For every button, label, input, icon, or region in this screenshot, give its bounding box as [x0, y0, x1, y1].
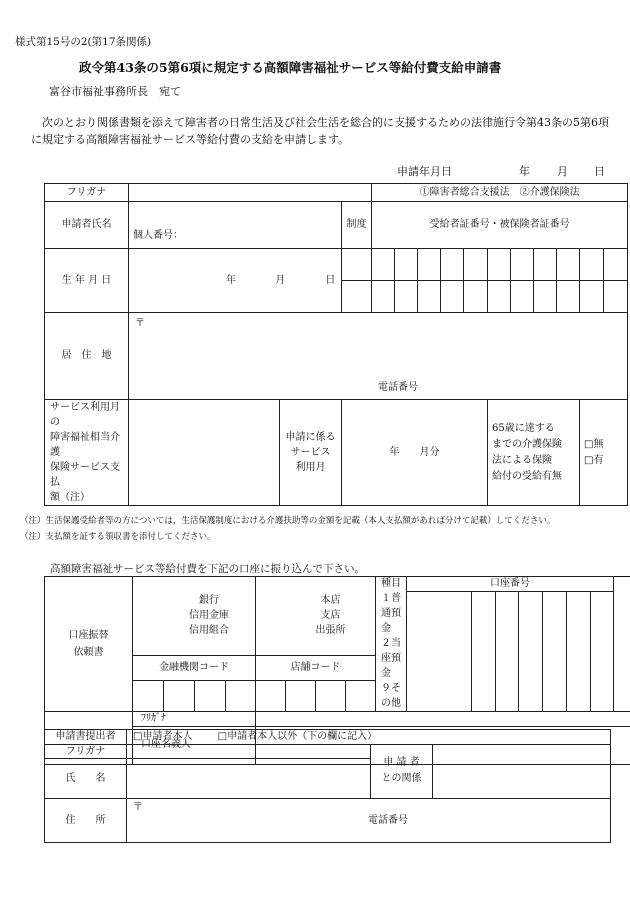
digit-box[interactable] — [441, 249, 464, 281]
date-month: 月 — [557, 165, 568, 178]
relation-label: 申 請 者 との関係 — [371, 744, 433, 799]
digit-box[interactable] — [488, 281, 511, 313]
care-insurance-question: 65歳に達する までの介護保険 法による保険 給付の受給有無 — [488, 400, 580, 506]
postal-mark: 〒 — [135, 318, 145, 329]
birth-year: 年 — [226, 274, 236, 286]
birth-label: 生 年 月 日 — [45, 249, 129, 313]
digit-box[interactable] — [580, 281, 604, 313]
institution-types: 銀行 信用金庫 信用組合 — [133, 577, 256, 656]
usage-month-field[interactable]: 年 月分 — [342, 400, 488, 506]
branch-code-digit[interactable] — [346, 681, 376, 712]
note-1: （注）生活保護受給者等の方については，生活保護制度における介護扶助等の金額を記載（本人支払額があれば分けて記載）してください。 — [20, 516, 556, 526]
holder-furigana-field[interactable] — [256, 712, 630, 727]
digit-box[interactable] — [464, 249, 488, 281]
birth-field[interactable] — [129, 249, 342, 313]
digit-box[interactable] — [557, 249, 580, 281]
checkbox-yes[interactable]: □有 — [584, 454, 604, 466]
digit-box[interactable] — [534, 249, 557, 281]
submitter-label: 申請書提出者 — [45, 730, 127, 745]
holder-furigana-label: ﾌﾘｶﾞﾅ — [133, 712, 256, 727]
account-number-label: 口座番号 — [407, 577, 614, 592]
date-year: 年 — [519, 165, 530, 178]
applicant-name-field[interactable] — [129, 202, 342, 249]
furigana-label: フリガナ — [45, 184, 129, 202]
submitter-name-label: 氏 名 — [45, 759, 127, 799]
digit-box[interactable] — [372, 281, 395, 313]
addressee: 富谷市福祉事務所長 宛て — [49, 85, 181, 98]
account-digit[interactable] — [496, 591, 519, 712]
care-amount-field[interactable] — [129, 400, 280, 506]
checkbox-no[interactable]: □無 — [584, 438, 604, 450]
institution-code-digit[interactable] — [195, 681, 226, 712]
bank-lead: 高額障害福祉サービス等給付費を下記の口座に振り込んで下さい。 — [50, 563, 365, 575]
digit-box[interactable] — [604, 249, 628, 281]
digit-box[interactable] — [557, 281, 580, 313]
personal-number-label: 個人番号： — [133, 229, 183, 241]
institution-code-digit[interactable] — [133, 681, 164, 712]
digit-box[interactable] — [511, 281, 534, 313]
furigana-field[interactable] — [129, 184, 372, 202]
digit-box[interactable] — [488, 249, 511, 281]
account-holder-label: 口座名義人 — [133, 726, 256, 764]
phone-label: 電話番号 — [378, 382, 418, 393]
branch-code-label: 店舗コード — [256, 655, 376, 680]
address-label: 居 住 地 — [45, 313, 129, 400]
applicant-table — [44, 183, 628, 506]
institution-code-digit[interactable] — [164, 681, 195, 712]
digit-box[interactable] — [534, 281, 557, 313]
account-kind-options[interactable]: １普通預金 ２当座預金 ９その他 — [376, 591, 407, 712]
note-2: （注）支払額を証する領収書を添付してください。 — [20, 532, 216, 542]
account-digit[interactable] — [567, 591, 591, 712]
digit-box[interactable] — [418, 281, 441, 313]
birth-day: 日 — [325, 274, 336, 286]
submitter-furigana-field[interactable] — [127, 744, 371, 759]
account-kind-label: 種目 — [376, 577, 407, 592]
digit-box[interactable] — [395, 249, 418, 281]
branch-code-digit[interactable] — [286, 681, 316, 712]
digit-box[interactable] — [580, 249, 604, 281]
date-label: 申請年月日 — [397, 165, 452, 178]
submitter-phone-label: 電話番号 — [368, 815, 408, 826]
institution-code-digit[interactable] — [226, 681, 256, 712]
seido-box[interactable] — [342, 249, 372, 281]
account-digit[interactable] — [591, 591, 614, 712]
submitter-name-field[interactable] — [127, 759, 371, 799]
checkbox-other[interactable]: □申請者本人以外（下の欄に記入） — [217, 731, 378, 742]
submitter-furigana-label: フリガナ — [45, 744, 127, 759]
digit-box[interactable] — [464, 281, 488, 313]
care-insurance-choice[interactable] — [580, 400, 628, 506]
digit-box[interactable] — [604, 281, 628, 313]
digit-box[interactable] — [511, 249, 534, 281]
recipient-number-label: 受給者証番号・被保険者証番号 — [372, 202, 628, 249]
account-digit[interactable] — [543, 591, 567, 712]
submitter-address-label: 住 所 — [45, 799, 127, 843]
submitter-table — [44, 729, 611, 843]
date-day: 日 — [594, 165, 605, 178]
birth-month: 月 — [275, 274, 286, 286]
bank-transfer-label: 口座振替 依頼書 — [45, 577, 133, 712]
submitter-postal-mark: 〒 — [133, 802, 143, 813]
care-amount-label: サービス利用月の 障害福祉相当介護 保険サービス支払 額（注） — [45, 400, 129, 506]
address-field[interactable] — [129, 313, 628, 400]
digit-box[interactable] — [418, 249, 441, 281]
form-number: 様式第15号の2(第17条関係) — [15, 36, 152, 48]
system-choice[interactable]: ①障害者総合支援法 ②介護保険法 — [372, 184, 628, 202]
page-title: 政令第43条の5第6項に規定する高額障害福祉サービス等給付費支給申請書 — [79, 60, 502, 75]
intro-text: 次のとおり関係書類を添えて障害者の日常生活及び社会生活を総合的に支援するための法律施行令第43条の5第6項に規定する高額障害福祉サービス等給付費の支給を申請します。 — [31, 116, 609, 146]
branch-code-digit[interactable] — [316, 681, 346, 712]
account-digit[interactable] — [519, 591, 543, 712]
digit-box[interactable] — [395, 281, 418, 313]
account-digit[interactable] — [472, 591, 496, 712]
seido-label: 制度 — [342, 202, 372, 249]
digit-box[interactable] — [441, 281, 464, 313]
account-digit[interactable] — [407, 591, 472, 712]
branch-code-digit[interactable] — [256, 681, 286, 712]
relation-field[interactable] — [433, 744, 611, 799]
institution-code-label: 金融機関コード — [133, 655, 256, 680]
checkbox-self[interactable]: □申請者本人 — [133, 731, 193, 742]
seido-box[interactable] — [342, 281, 372, 313]
applicant-name-label: 申請者氏名 — [45, 202, 129, 249]
submitter-address-field[interactable] — [127, 799, 611, 843]
branch-types: 本店 支店 出張所 — [256, 577, 376, 656]
submitter-choice[interactable] — [127, 730, 611, 745]
digit-box[interactable] — [372, 249, 395, 281]
usage-month-label: 申請に係る サービス 利用月 — [280, 400, 342, 506]
